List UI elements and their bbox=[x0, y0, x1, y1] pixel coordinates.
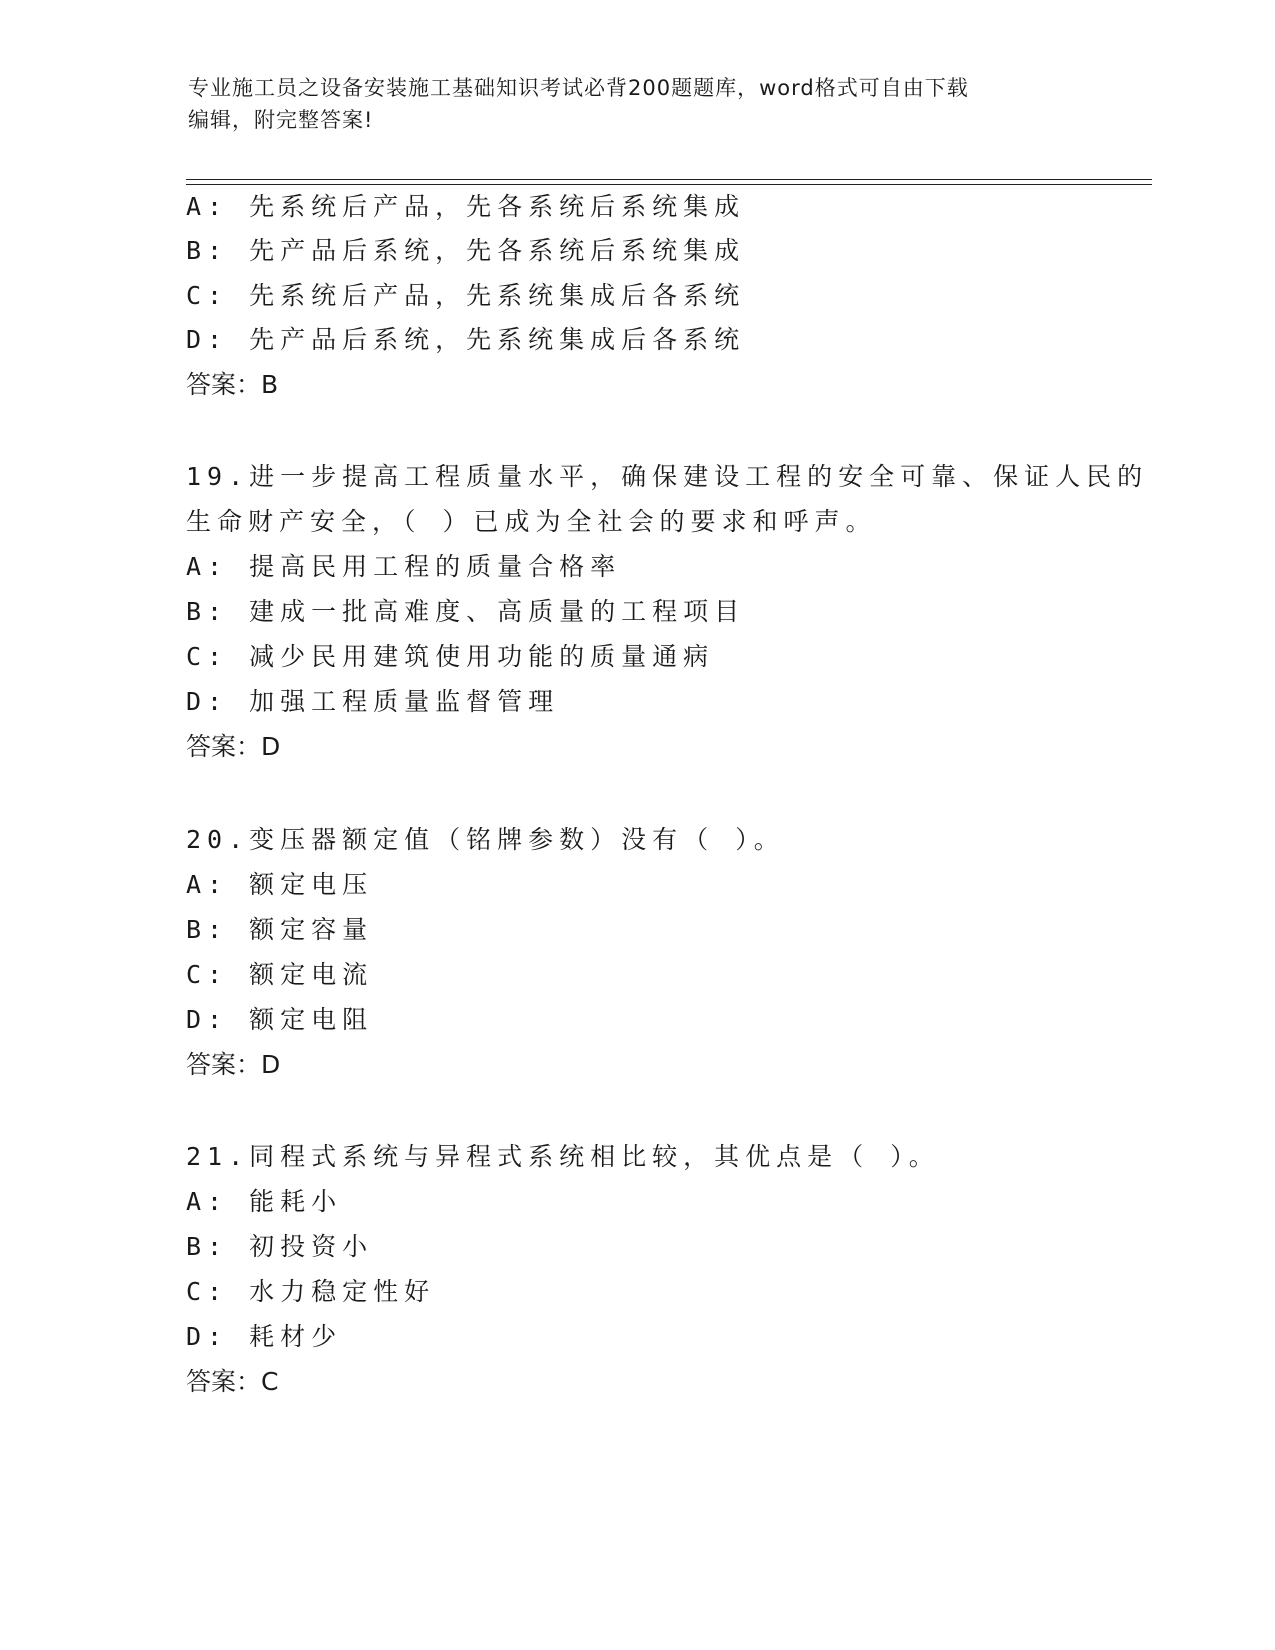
q18-answer: 答案：B bbox=[186, 370, 279, 399]
q21-option-c: C: 水力稳定性好 bbox=[186, 1277, 436, 1306]
q21-option-a: A: 能耗小 bbox=[186, 1187, 343, 1216]
q19-answer: 答案：D bbox=[186, 732, 281, 761]
q19-option-c: C: 减少民用建筑使用功能的质量通病 bbox=[186, 642, 715, 671]
document-header bbox=[188, 72, 1088, 136]
q18-option-b: B: 先产品后系统，先各系统后系统集成 bbox=[186, 236, 746, 265]
q20-option-c: C: 额定电流 bbox=[186, 960, 374, 989]
q21-answer: 答案：C bbox=[186, 1367, 279, 1396]
q20-answer: 答案：D bbox=[186, 1050, 281, 1079]
q18-option-c: C: 先系统后产品，先系统集成后各系统 bbox=[186, 281, 746, 310]
header-line-1: 专业施工员之设备安装施工基础知识考试必背200题题库，word格式可自由下载 bbox=[188, 76, 969, 100]
q19-stem-line-2: 生命财产安全，（ ）已成为全社会的要求和呼声。 bbox=[186, 507, 877, 536]
q20-option-d: D: 额定电阻 bbox=[186, 1005, 374, 1034]
q19-option-d: D: 加强工程质量监督管理 bbox=[186, 687, 560, 716]
q20-stem: 20.变压器额定值（铭牌参数）没有（ ）。 bbox=[186, 825, 785, 854]
header-divider-top bbox=[186, 179, 1152, 180]
header-line-2: 编辑，附完整答案! bbox=[188, 108, 374, 132]
q18-option-d: D: 先产品后系统，先系统集成后各系统 bbox=[186, 325, 746, 354]
q21-option-d: D: 耗材少 bbox=[186, 1322, 343, 1351]
header-divider-bottom bbox=[186, 184, 1152, 185]
q19-stem-line-1: 19.进一步提高工程质量水平，确保建设工程的安全可靠、保证人民的 bbox=[186, 462, 1149, 491]
q19-option-a: A: 提高民用工程的质量合格率 bbox=[186, 552, 622, 581]
q19-option-b: B: 建成一批高难度、高质量的工程项目 bbox=[186, 597, 746, 626]
q21-stem: 21.同程式系统与异程式系统相比较，其优点是（ ）。 bbox=[186, 1142, 940, 1171]
q21-option-b: B: 初投资小 bbox=[186, 1232, 374, 1261]
q20-option-b: B: 额定容量 bbox=[186, 915, 374, 944]
q20-option-a: A: 额定电压 bbox=[186, 870, 374, 899]
q18-option-a: A: 先系统后产品，先各系统后系统集成 bbox=[186, 192, 746, 221]
